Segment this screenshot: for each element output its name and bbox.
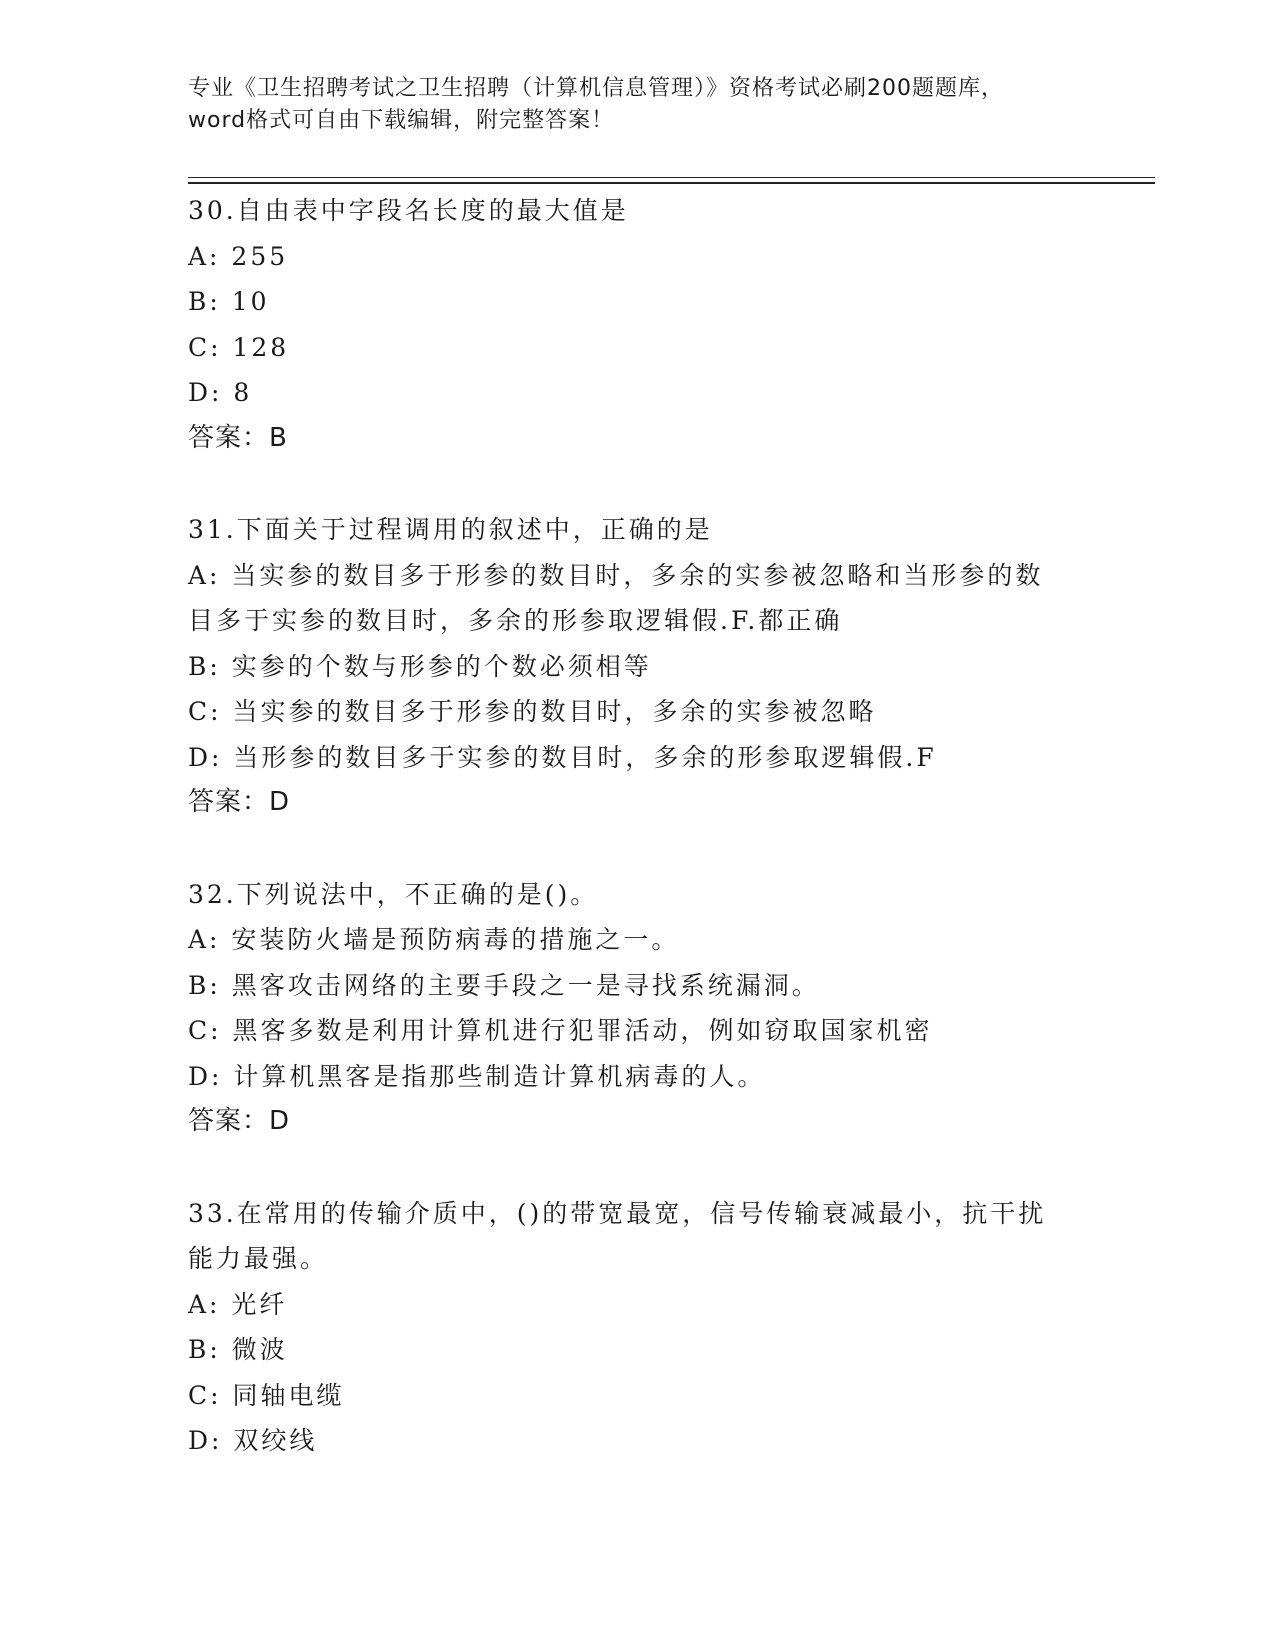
question-stem: 32.下列说法中，不正确的是()。: [188, 879, 599, 909]
question-stem: 能力最强。: [188, 1244, 329, 1273]
answer-option: B: 10: [188, 287, 270, 316]
question-stem: 30.自由表中字段名长度的最大值是: [188, 196, 629, 225]
document-header: [188, 73, 1088, 137]
answer-option: A: 当实参的数目多于形参的数目时，多余的实参被忽略和当形参的数: [188, 560, 1044, 590]
answer-key: 答案：D: [188, 1106, 291, 1136]
header-divider-thick: [188, 182, 1155, 184]
answer-option: A: 安装防火墙是预防病毒的措施之一。: [188, 925, 680, 954]
answer-option: D: 双绞线: [188, 1426, 318, 1455]
question-block: [188, 872, 1108, 1145]
answer-option: B: 微波: [188, 1335, 288, 1364]
answer-option: D: 当形参的数目多于实参的数目时，多余的形参取逻辑假.F: [188, 742, 937, 772]
question-block: [188, 188, 1108, 461]
answer-option: C: 黑客多数是利用计算机进行犯罪活动，例如窃取国家机密: [188, 1016, 933, 1045]
answer-option: C: 128: [188, 332, 290, 362]
question-block: [188, 1191, 1108, 1464]
header-line-1: 专业《卫生招聘考试之卫生招聘（计算机信息管理）》资格考试必刷200题题库，: [188, 76, 1004, 101]
answer-option: A: 255: [188, 241, 289, 271]
answer-option: D: 计算机黑客是指那些制造计算机病毒的人。: [188, 1061, 766, 1091]
question-block: [188, 507, 1108, 826]
answer-key: 答案：B: [188, 422, 288, 453]
header-divider-thin: [188, 177, 1155, 178]
answer-key: 答案：D: [188, 787, 291, 817]
question-stem: 31.下面关于过程调用的叙述中，正确的是: [188, 515, 713, 544]
header-line-2: word格式可自由下载编辑，附完整答案！: [188, 108, 615, 133]
answer-option: B: 实参的个数与形参的个数必须相等: [188, 651, 652, 681]
answer-option: C: 当实参的数目多于形参的数目时，多余的实参被忽略: [188, 697, 877, 726]
answer-option: B: 黑客攻击网络的主要手段之一是寻找系统漏洞。: [188, 970, 820, 1000]
question-stem: 33.在常用的传输介质中，()的带宽最宽，信号传输衰减最小，抗干扰: [188, 1198, 1047, 1228]
question-list: [188, 188, 1108, 1510]
answer-option: A: 光纤: [188, 1289, 288, 1319]
answer-option: C: 同轴电缆: [188, 1380, 345, 1410]
answer-option: D: 8: [188, 378, 253, 407]
answer-option: 目多于实参的数目时，多余的形参取逻辑假.F.都正确: [188, 606, 843, 635]
